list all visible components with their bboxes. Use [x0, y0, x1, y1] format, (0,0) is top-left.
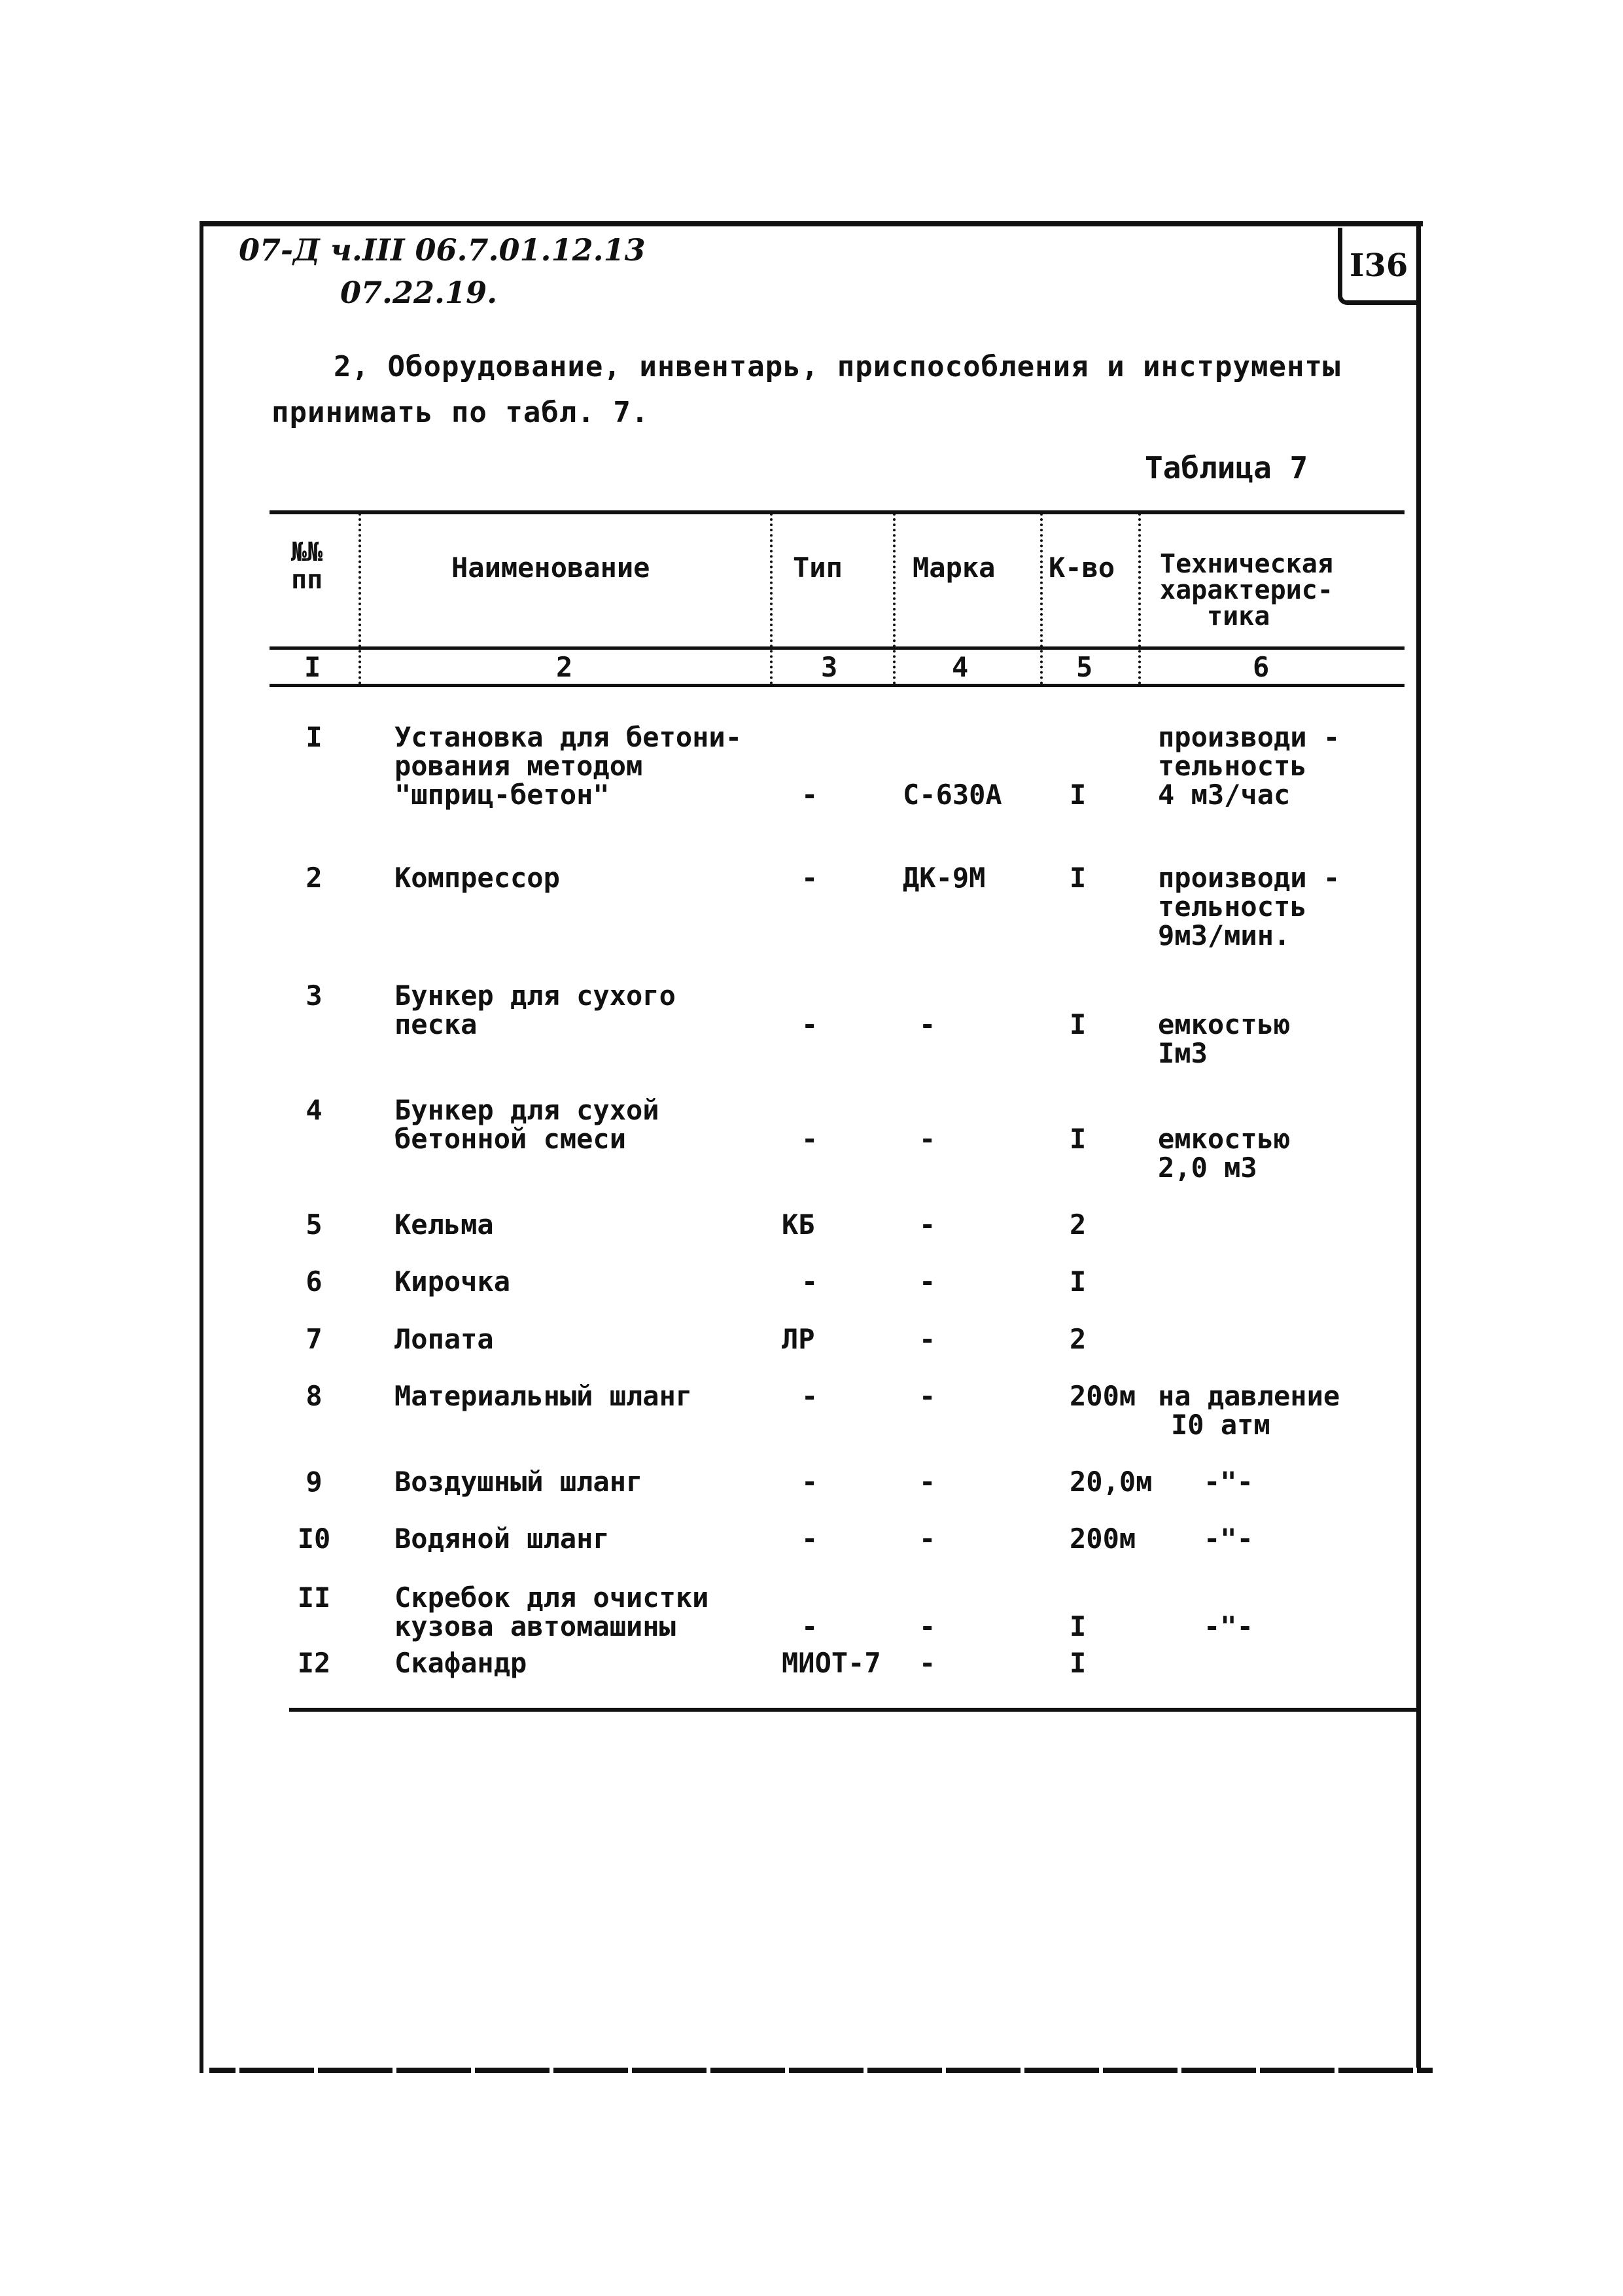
row-brand: -	[919, 1647, 936, 1679]
row-qty: 200м	[1070, 1523, 1136, 1555]
row-name-line: песка	[394, 1008, 478, 1040]
row-number: 3	[305, 980, 323, 1012]
row-name-line: рования методом	[394, 750, 643, 782]
header-brand: Марка	[913, 552, 996, 584]
column-number: 2	[556, 651, 573, 683]
row-number: I2	[297, 1647, 331, 1679]
row-qty: 2	[1070, 1209, 1087, 1241]
row-brand: -	[919, 1323, 936, 1355]
row-spec-line: тельность	[1158, 750, 1307, 782]
table-caption: Таблица 7	[1145, 450, 1308, 486]
row-name-line: бетонной смеси	[394, 1123, 627, 1155]
column-separator	[358, 513, 361, 684]
column-number: 3	[821, 651, 838, 683]
header-name: Наименование	[451, 552, 650, 584]
row-name-line: Скребок для очистки	[394, 1581, 709, 1614]
row-name-line: Бункер для сухой	[394, 1094, 659, 1126]
header-spec-line-1: Техническая	[1160, 549, 1333, 579]
row-brand: -	[919, 1380, 936, 1412]
row-type: -	[801, 1610, 818, 1642]
row-qty: I	[1070, 862, 1087, 894]
table-header-rule	[270, 646, 1405, 650]
row-type: -	[801, 1008, 818, 1040]
row-name-line: Кельма	[394, 1209, 494, 1241]
row-type: -	[801, 1123, 818, 1155]
row-spec-line: -"-	[1204, 1523, 1253, 1555]
column-separator	[893, 513, 896, 684]
column-separator	[1138, 513, 1141, 684]
row-name-line: Установка для бетони-	[394, 721, 742, 753]
frame-right-border	[1416, 221, 1421, 2073]
row-number: 6	[305, 1265, 323, 1298]
row-spec-line: Iм3	[1158, 1037, 1208, 1069]
row-type: МИОТ-7	[782, 1647, 881, 1679]
row-brand: -	[919, 1523, 936, 1555]
row-spec-line: на давление	[1158, 1380, 1340, 1412]
row-name-line: Бункер для сухого	[394, 980, 676, 1012]
intro-line-1: 2, Оборудование, инвентарь, приспособления и инструменты	[334, 350, 1341, 383]
row-qty: I	[1070, 1610, 1087, 1642]
column-number: 5	[1076, 651, 1093, 683]
row-spec-line: производи -	[1158, 721, 1340, 753]
row-spec-line: производи -	[1158, 862, 1340, 894]
document-code-line-1: 07-Д ч.III 06.7.01.12.13	[239, 232, 646, 268]
header-type: Тип	[793, 552, 843, 584]
row-name-line: кузова автомашины	[394, 1610, 676, 1642]
row-qty: I	[1070, 1647, 1087, 1679]
table-bottom-rule	[289, 1708, 1418, 1712]
row-name-line: Материальный шланг	[394, 1380, 693, 1412]
column-number: 6	[1253, 651, 1270, 683]
row-qty: 200м	[1070, 1380, 1136, 1412]
row-number: 2	[305, 862, 323, 894]
header-num-line-1: №№	[291, 537, 323, 567]
row-qty: I	[1070, 779, 1087, 811]
row-number: 7	[305, 1323, 323, 1355]
frame-bottom-border	[209, 2068, 1433, 2073]
row-qty: I	[1070, 1265, 1087, 1298]
row-name-line: Водяной шланг	[394, 1523, 610, 1555]
row-brand: -	[919, 1610, 936, 1642]
row-name-line: Компрессор	[394, 862, 560, 894]
row-qty: I	[1070, 1008, 1087, 1040]
column-separator	[770, 513, 773, 684]
row-spec-line: 4 м3/час	[1158, 779, 1291, 811]
header-spec-line-2: характерис-	[1160, 575, 1333, 605]
column-separator	[1040, 513, 1043, 684]
header-qty: К-во	[1049, 552, 1115, 584]
row-spec-line: 2,0 м3	[1158, 1152, 1257, 1184]
frame-top-border	[200, 221, 1423, 226]
row-number: I	[305, 721, 323, 753]
header-num-line-2: пп	[291, 565, 323, 595]
table-colnum-rule	[270, 684, 1405, 687]
row-type: -	[801, 1380, 818, 1412]
row-spec-line: емкостью	[1158, 1123, 1291, 1155]
row-number: I0	[297, 1523, 331, 1555]
row-spec-line: 9м3/мин.	[1158, 919, 1291, 951]
header-spec-line-3: тика	[1207, 601, 1270, 631]
row-type: -	[801, 1265, 818, 1298]
row-type: -	[801, 1466, 818, 1498]
row-type: ЛР	[782, 1323, 815, 1355]
intro-line-2: принимать по табл. 7.	[271, 396, 650, 429]
row-number: 4	[305, 1094, 323, 1126]
row-type: -	[801, 779, 818, 811]
document-code-line-2: 07.22.19.	[340, 275, 498, 310]
frame-left-border	[200, 221, 203, 2073]
row-brand: ДК-9М	[903, 862, 986, 894]
row-spec-line: тельность	[1158, 891, 1307, 923]
table-top-rule	[270, 510, 1405, 514]
column-number: I	[304, 651, 321, 683]
row-type: -	[801, 862, 818, 894]
row-qty: I	[1070, 1123, 1087, 1155]
row-number: II	[297, 1581, 331, 1614]
row-brand: -	[919, 1466, 936, 1498]
row-spec-line: -"-	[1204, 1610, 1253, 1642]
row-type: КБ	[782, 1209, 815, 1241]
row-name-line: Воздушный шланг	[394, 1466, 643, 1498]
row-spec-line: емкостью	[1158, 1008, 1291, 1040]
row-qty: 20,0м	[1070, 1466, 1153, 1498]
row-brand: -	[919, 1265, 936, 1298]
row-name-line: Скафандр	[394, 1647, 527, 1679]
row-brand: -	[919, 1008, 936, 1040]
row-brand: -	[919, 1209, 936, 1241]
row-number: 8	[305, 1380, 323, 1412]
row-qty: 2	[1070, 1323, 1087, 1355]
row-name-line: Лопата	[394, 1323, 494, 1355]
row-brand: С-630А	[903, 779, 1002, 811]
row-spec-line: -"-	[1204, 1466, 1253, 1498]
row-name-line: "шприц-бетон"	[394, 779, 610, 811]
column-number: 4	[952, 651, 969, 683]
row-spec-line: I0 атм	[1171, 1409, 1270, 1441]
page-number: I36	[1350, 247, 1408, 284]
row-type: -	[801, 1523, 818, 1555]
row-brand: -	[919, 1123, 936, 1155]
row-number: 9	[305, 1466, 323, 1498]
row-number: 5	[305, 1209, 323, 1241]
row-name-line: Кирочка	[394, 1265, 511, 1298]
